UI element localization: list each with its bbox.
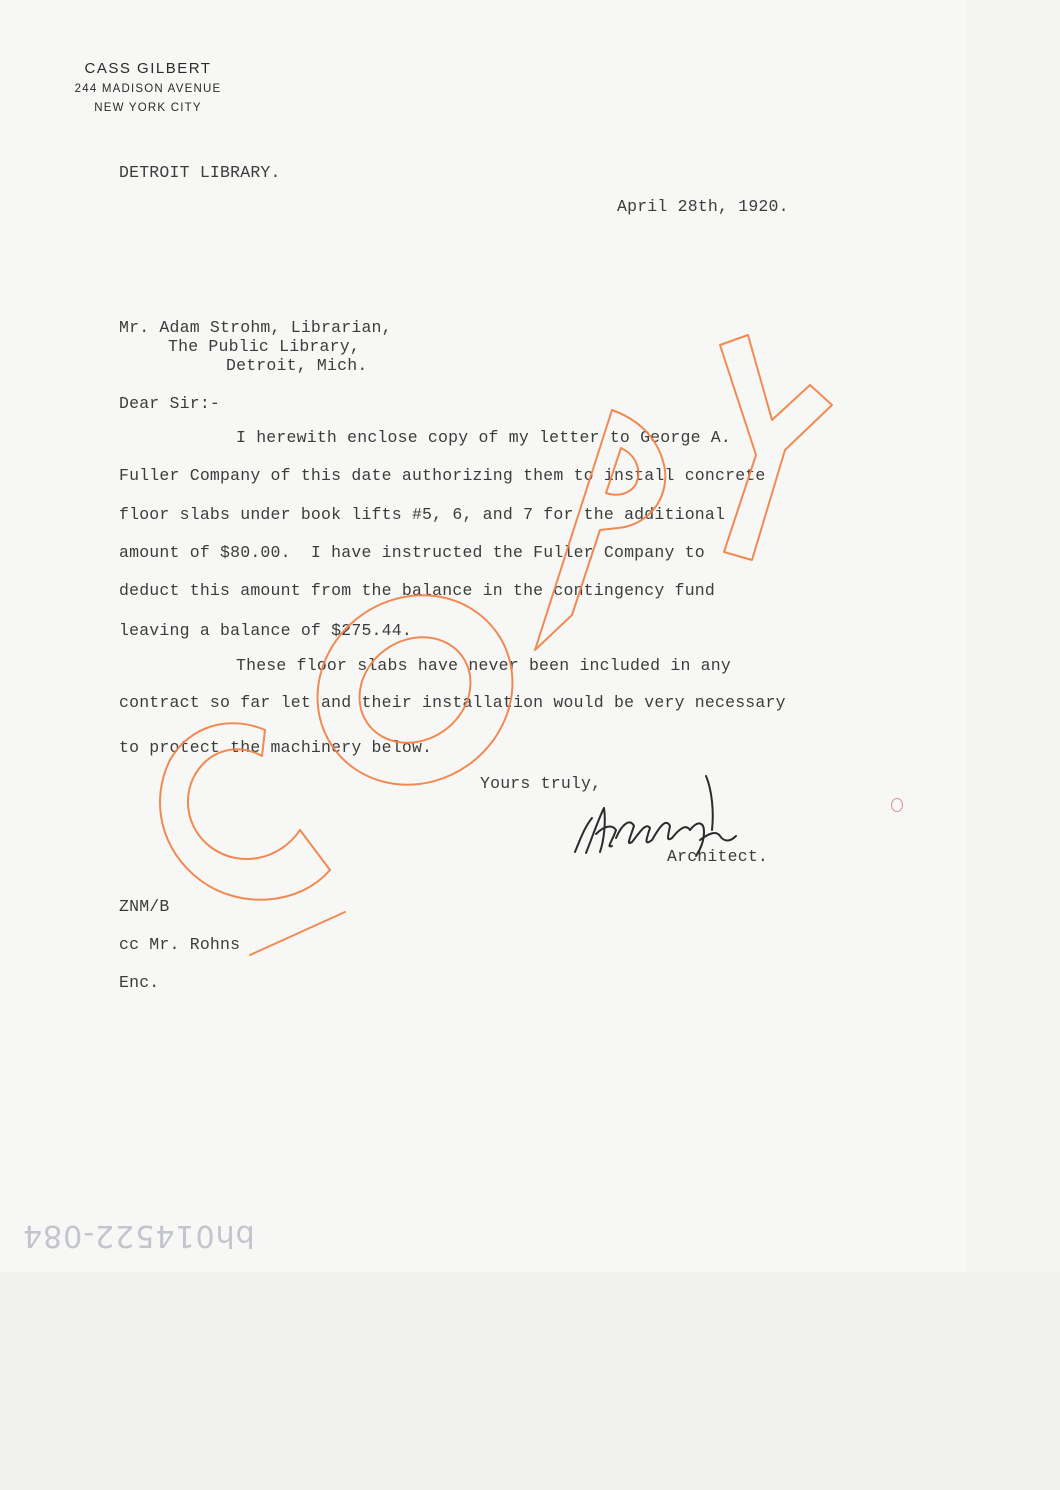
signature-title: Architect. xyxy=(667,847,769,866)
body-line: These floor slabs have never been included in any xyxy=(236,656,731,675)
recipient-line-1: Mr. Adam Strohm, Librarian, xyxy=(119,318,392,337)
body-line: amount of $80.00. I have instructed the Fuller Company to xyxy=(119,543,705,562)
subject-line: DETROIT LIBRARY. xyxy=(119,163,281,182)
body-line: Fuller Company of this date authorizing them to install concrete xyxy=(119,466,766,485)
body-line: deduct this amount from the balance in the contingency fund xyxy=(119,581,715,600)
recipient-line-3: Detroit, Mich. xyxy=(226,356,368,375)
closing: Yours truly, xyxy=(480,774,602,793)
typist-initials: ZNM/B xyxy=(119,897,170,916)
letterhead-name: CASS GILBERT xyxy=(84,60,212,77)
letterhead-address: 244 MADISON AVENUE xyxy=(74,83,222,95)
salutation: Dear Sir:- xyxy=(119,394,221,413)
body-line: floor slabs under book lifts #5, 6, and 7 for the additional xyxy=(119,505,726,524)
recipient-line-2: The Public Library, xyxy=(168,337,360,356)
pencil-catalog-note: bh014522-084 xyxy=(22,1218,255,1253)
letterhead-city: NEW YORK CITY xyxy=(94,102,202,114)
body-line: to protect the machinery below. xyxy=(119,738,433,757)
letter-date: April 28th, 1920. xyxy=(617,197,789,216)
enclosure-note: Enc. xyxy=(119,973,160,992)
pencil-circle-mark xyxy=(891,798,903,812)
body-line: leaving a balance of $275.44. xyxy=(119,621,412,640)
carbon-copy-line: cc Mr. Rohns xyxy=(119,935,241,954)
body-line: I herewith enclose copy of my letter to George A. xyxy=(236,428,731,447)
body-line: contract so far let and their installation would be very necessary xyxy=(119,693,786,712)
